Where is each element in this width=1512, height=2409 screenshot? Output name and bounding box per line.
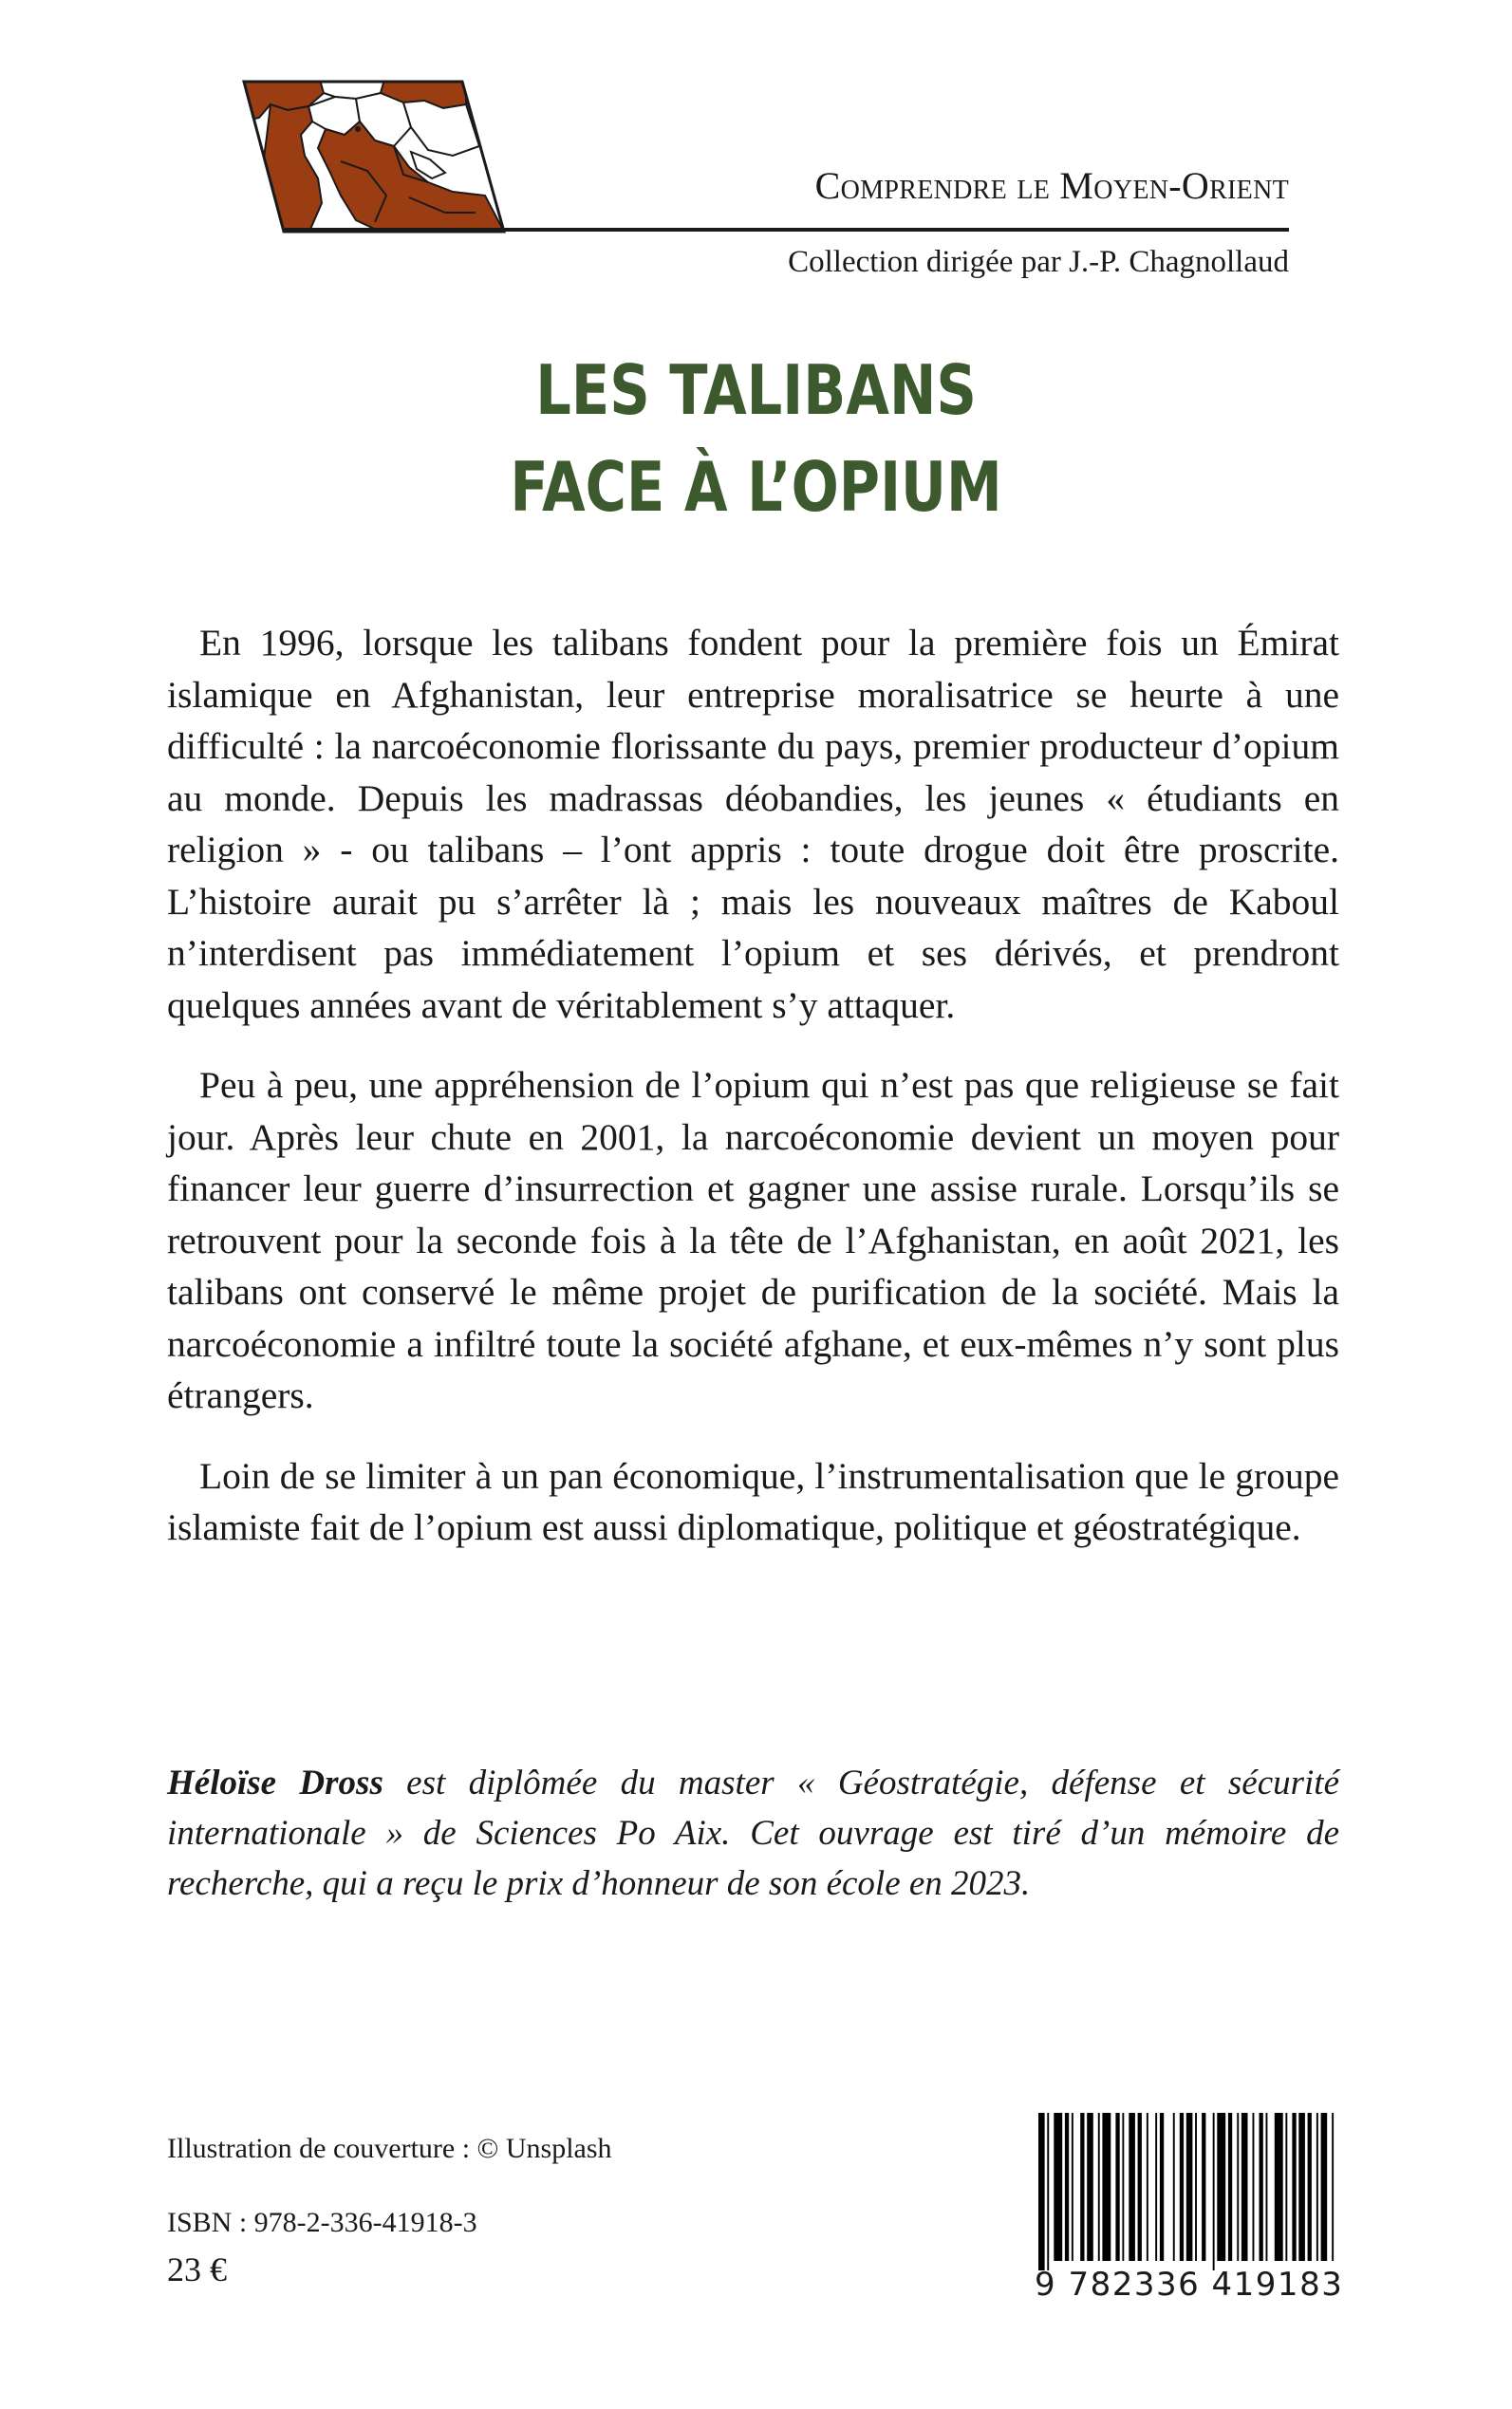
barcode-bar xyxy=(1047,2113,1049,2270)
barcode-bar xyxy=(1237,2113,1239,2261)
barcode-bar xyxy=(1147,2113,1148,2261)
barcode-bar xyxy=(1098,2113,1100,2261)
blurb-paragraph-2: Peu à peu, une appréhension de l’opium qui n’est pas que religieuse se fait jour. Après leur chute en 2001, la narcoéconomie devient un moyen pour financer leur guerre d’insurrection et gagner une assise rurale. Lorsqu’ils se retrouvent pour la seconde fois à la tête de l’Afghanistan, en août 2021, les talibans ont conservé le même projet de purification de la société. Mais la narcoéconomie a infiltré toute la société afghane, et eux-mêmes n’y sont plus étrangers. xyxy=(167,1064,1339,1416)
blurb-paragraph-1: En 1996, lorsque les talibans fondent pour la première fois un Émirat islamique en Afghanistan, leur entreprise moralisatrice se heurte à une difficulté : la narcoéconomie florissante du pays, premier producteur d’opium au monde. Depuis les madrassas déobandies, les jeunes « étudiants en religion » - ou talibans – l’ont appris : toute drogue doit être proscrite. L’histoire aurait pu s’arrêter là ; mais les nouveaux maîtres de Kaboul n’interdisent pas immédiatement l’opium et ses dérivés, et prendront quelques années avant de véritablement s’y attaquer. xyxy=(167,622,1339,1026)
barcode-bar xyxy=(1102,2113,1111,2261)
book-title-line2: FACE À L’OPIUM xyxy=(510,447,1002,527)
collection-logo-map xyxy=(242,80,508,233)
author-name: Héloïse Dross xyxy=(167,1764,383,1802)
barcode-bar xyxy=(1065,2113,1069,2261)
barcode-bar xyxy=(1316,2113,1318,2261)
barcode-bar xyxy=(1072,2113,1073,2261)
barcode-bar xyxy=(1080,2113,1084,2261)
barcode-bar xyxy=(1122,2113,1124,2261)
collection-director: Collection dirigée par J.-P. Chagnollaud xyxy=(788,245,1289,279)
barcode-bar xyxy=(1160,2113,1164,2261)
blurb-paragraph-3: Loin de se limiter à un pan économique, l’instrumentalisation que le groupe islamiste fait de l’opium est aussi diplomatique, politique et géostratégique. xyxy=(167,1454,1339,1548)
barcode-bar xyxy=(1202,2113,1205,2261)
barcode-bar xyxy=(1186,2113,1193,2261)
book-title-line1: LES TALIBANS xyxy=(535,350,977,430)
barcode-bar xyxy=(1266,2113,1268,2261)
barcode-bar xyxy=(1332,2113,1334,2261)
blurb xyxy=(167,617,1339,1582)
book-title xyxy=(136,342,1375,535)
cover-credit: Illustration de couverture : © Unsplash xyxy=(167,2133,612,2164)
barcode-bar xyxy=(1038,2113,1045,2270)
barcode-bar xyxy=(1298,2113,1305,2261)
barcode-bar xyxy=(1054,2113,1062,2261)
barcode-digits: 9 782336 419183 xyxy=(1035,2266,1344,2304)
barcode-bar xyxy=(1260,2113,1263,2261)
barcode-bar xyxy=(1087,2113,1093,2261)
price: 23 € xyxy=(167,2250,227,2288)
barcode-bar xyxy=(1155,2113,1157,2261)
barcode-bar xyxy=(1228,2113,1232,2261)
barcode-bar xyxy=(1195,2113,1197,2261)
isbn: ISBN : 978-2-336-41918-3 xyxy=(167,2207,477,2238)
barcode-bar xyxy=(1180,2113,1184,2261)
barcode-bar xyxy=(1213,2113,1215,2270)
barcode xyxy=(1036,2113,1336,2270)
barcode-bar xyxy=(1217,2113,1225,2261)
barcode-bar xyxy=(1285,2113,1287,2261)
barcode-bar xyxy=(1321,2113,1328,2261)
barcode-bar xyxy=(1292,2113,1296,2261)
barcode-bar xyxy=(1138,2113,1142,2261)
barcode-bar xyxy=(1173,2113,1175,2261)
barcode-bar xyxy=(1129,2113,1135,2261)
barcode-bar xyxy=(1253,2113,1255,2261)
collection-rule xyxy=(285,228,1289,232)
barcode-bar xyxy=(1241,2113,1248,2261)
author-bio-text: est diplômée du master « Géostratégie, défense et sécurité internationale » de Sciences Po Aix. Cet ouvrage est tiré d’un mémoire de recherche, qui a reçu le prix d’honneur de son école en 2023. xyxy=(167,1764,1340,1903)
barcode-bar xyxy=(1308,2113,1312,2261)
author-bio xyxy=(167,1758,1339,1909)
collection-name: Comprendre le Moyen-Orient xyxy=(814,164,1289,207)
barcode-bar xyxy=(1275,2113,1283,2261)
barcode-bar xyxy=(1115,2113,1119,2261)
